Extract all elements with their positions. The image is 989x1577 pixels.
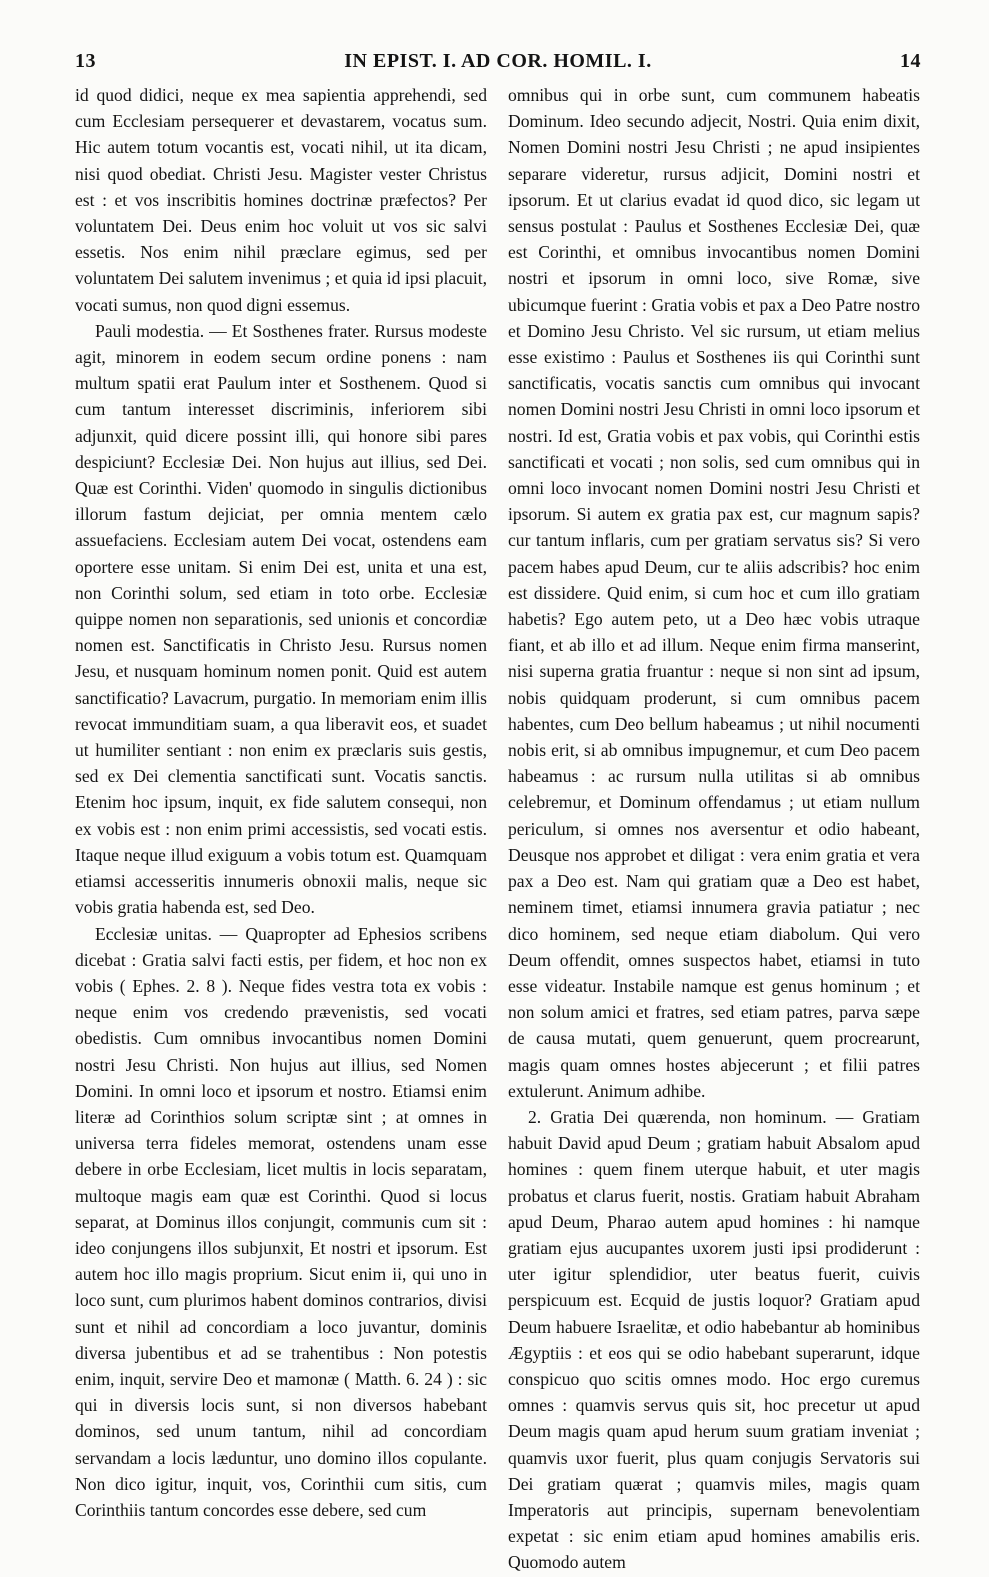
paragraph: id quod didici, neque ex mea sapientia apprehendi, sed cum Ecclesiam persequerer et devastarem, vocatus sum. Hic autem totum vocantis est, vocati nihil, ut ita dicam, nisi quod obediat. Christi Jesu. Magister vester Christus est : et vos inscribitis homines doctrinæ præfectos? Per voluntatem Dei. Deus enim hoc voluit ut vos sic salvi essetis. Nos enim nihil præclare egimus, sed per voluntatem Dei salutem invenimus ; et quia id ipsi placuit, vocati sumus, non quod digni essemus. [75,85,487,315]
running-title: IN EPIST. I. AD COR. HOMIL. I. [344,50,652,72]
right-column [508,82,920,1576]
left-column [75,82,487,1523]
page-number-left: 13 [75,50,96,72]
paragraph: 2. Gratia Dei quærenda, non hominum. — Gratiam habuit David apud Deum ; gratiam habuit Absalom apud homines : quem finem uterque habuit, et uter magis probatus et clarus fuerit, nostis. Gratiam habuit Abraham apud Deum, Pharao autem apud homines : hi namque gratiam ejus aucupantes uxorem justi ipsi prodiderunt : uter igitur splendidior, uter beatus fuerit, cuivis perspicuum est. Ecquid de justis loquor? Gratiam apud Deum habuere Israelitæ, et odio habebantur ab hominibus Ægyptiis : et eos qui se odio habebant superarunt, idque conspicuo quo scitis omnes modo. Hoc ergo curemus omnes : quamvis servus quis sit, hoc precetur ut apud Deum magis quam apud herum suum gratiam inveniat ; quamvis uxor fuerit, plus quam conjugis Servatoris sui Dei gratiam quærat ; quamvis miles, magis quam Imperatoris aut principis, supernam benevolentiam expetat : sic enim etiam apud homines amabilis eris. Quomodo autem [508,1106,920,1573]
paragraph: Pauli modestia. — Et Sosthenes frater. Rursus modeste agit, minorem in eodem secum ordine ponens : nam multum spatii erat Paulum inter et Sosthenem. Quod si cum tantum interesset discriminis, inferiorem sibi adjunxit, quid dicere possint illi, qui honore sibi pares despiciunt? Ecclesiæ Dei. Non hujus aut illius, sed Dei. Quæ est Corinthi. Viden' quomodo in singulis dictionibus illorum fastum dejiciat, per omnia mentem cælo assuefaciens. Ecclesiam autem Dei vocat, ostendens eam oportere esse unitam. Si enim Dei est, unita et una est, non Corinthi solum, sed etiam in toto orbe. Ecclesiæ quippe nomen non separationis, sed unionis et concordiæ nomen est. Sanctificatis in Christo Jesu. Rursus nomen Jesu, et nusquam hominum nomen ponit. Quid est autem sanctificatio? Lavacrum, purgatio. In memoriam enim illis revocat immunditiam suam, a qua liberavit eos, et suadet ut humiliter sentiant : non enim ex præclaris suis gestis, sed ex Dei clementia sanctificati sunt. Vocatis sanctis. Etenim hoc ipsum, inquit, ex fide salutem consequi, non ex vobis est : non enim primi accessistis, sed vocati estis. Itaque neque illud exiguum a vobis totum est. Quamquam etiamsi accesseritis innumeris obnoxii malis, neque sic vobis gratia habenda est, sed Deo. [75,320,487,918]
paragraph: Ecclesiæ unitas. — Quapropter ad Ephesios scribens dicebat : Gratia salvi facti estis, per fidem, et hoc non ex vobis ( Ephes. 2. 8 ). Neque fides vestra tota ex vobis : neque enim vos credendo prævenistis, sed vocati obedistis. Cum omnibus invocantibus nomen Domini nostri Jesu Christi. Non hujus aut illius, sed Nomen Domini. In omni loco et ipsorum et nostro. Etiamsi enim literæ ad Corinthios solum scriptæ sint ; at omnes in universa terra fideles memorat, ostendens unam esse debere in orbe Ecclesiam, licet multis in locis separatam, multoque magis eam quæ est Corinthi. Quod si locus separat, at Dominus illos conjungit, communis cum sit : ideo conjungens illos subjunxit, Et nostri et ipsorum. Est autem hoc illo magis proprium. Sicut enim ii, qui uno in loco sunt, cum plurimos habent dominos contrarios, divisi sunt et nihil ad concordiam a loco juvantur, dominis diversa jubentibus et ad se trahentibus : Non potestis enim, inquit, servire Deo et mamonæ ( Matth. 6. 24 ) : sic qui in diversis locis sunt, si non diversos habebant dominos, sed unum tantum, nihil ad concordiam servandam a locis læduntur, uno domino illos copulante. Non dico igitur, inquit, vos, Corinthii cum sitis, cum Corinthiis tantum concordes esse debere, sed cum [75,923,487,1520]
running-header [75,50,921,82]
paragraph: omnibus qui in orbe sunt, cum communem habeatis Dominum. Ideo secundo adjecit, Nostri. Quia enim dixit, Nomen Domini nostri Jesu Christi ; ne apud insipientes separare videretur, rursus adjicit, Domini nostri et ipsorum. Et ut clarius evadat id quod dico, sic legam ut sensus postulat : Paulus et Sosthenes Ecclesiæ Dei, quæ est Corinthi, et omnibus invocantibus nomen Domini nostri et ipsorum in omni loco, sive Romæ, sive ubicumque fuerint : Gratia vobis et pax a Deo Patre nostro et Domino Jesu Christo. Vel sic rursum, ut etiam melius esse existimo : Paulus et Sosthenes iis qui Corinthi sunt sanctificatis, vocatis sanctis cum omnibus qui invocant nomen Domini nostri Jesu Christi in omni loco ipsorum et nostri. Id est, Gratia vobis et pax vobis, qui Corinthi estis sanctificati et vocati ; non solis, sed cum omnibus qui in omni loco invocant nomen Domini nostri Jesu Christi et ipsorum. Si autem ex gratia pax est, cur magnum sapis? cur tantum inflaris, cum per gratiam servatus sis? Si vero pacem habes apud Deum, cur te aliis adscribis? hoc enim est dissidere. Quid enim, si cum hoc et cum illo gratiam habetis? Ego autem peto, ut a Deo hæc vobis utraque fiant, et ab illo et ad illum. Neque enim firma manserint, nisi superna gratia fruantur : neque si non sint ad ipsum, nobis quidquam proderunt, si cum omnibus pacem habentes, cum Deo bellum habeamus ; ut nihil nocumenti nobis erit, si ab omnibus impugnemur, et cum Deo pacem habeamus : ac rursum nulla utilitas si ab omnibus celebremur, et Dominum offendamus ; ut etiam nullum periculum, si omnes nos aversentur et odio habeant, Deusque nos approbet et diligat : vera enim gratia et vera pax a Deo est. Nam qui gratiam quæ a Deo est habet, neminem timet, etiamsi innumera gravia patiatur ; nec dico hominem, sed neque etiam diabolum. Qui vero Deum offendit, omnes suspectos habet, etiamsi in tuto esse videatur. Instabile namque est genus hominum ; et non solum amici et fratres, sed etiam patres, parva sæpe de causa mutati, quem genuerunt, quem procrearunt, magis quam omnes hostes abjecerunt ; et filii patres extulerunt. Animum adhibe. [508,85,920,1101]
page-number-right: 14 [900,50,921,72]
